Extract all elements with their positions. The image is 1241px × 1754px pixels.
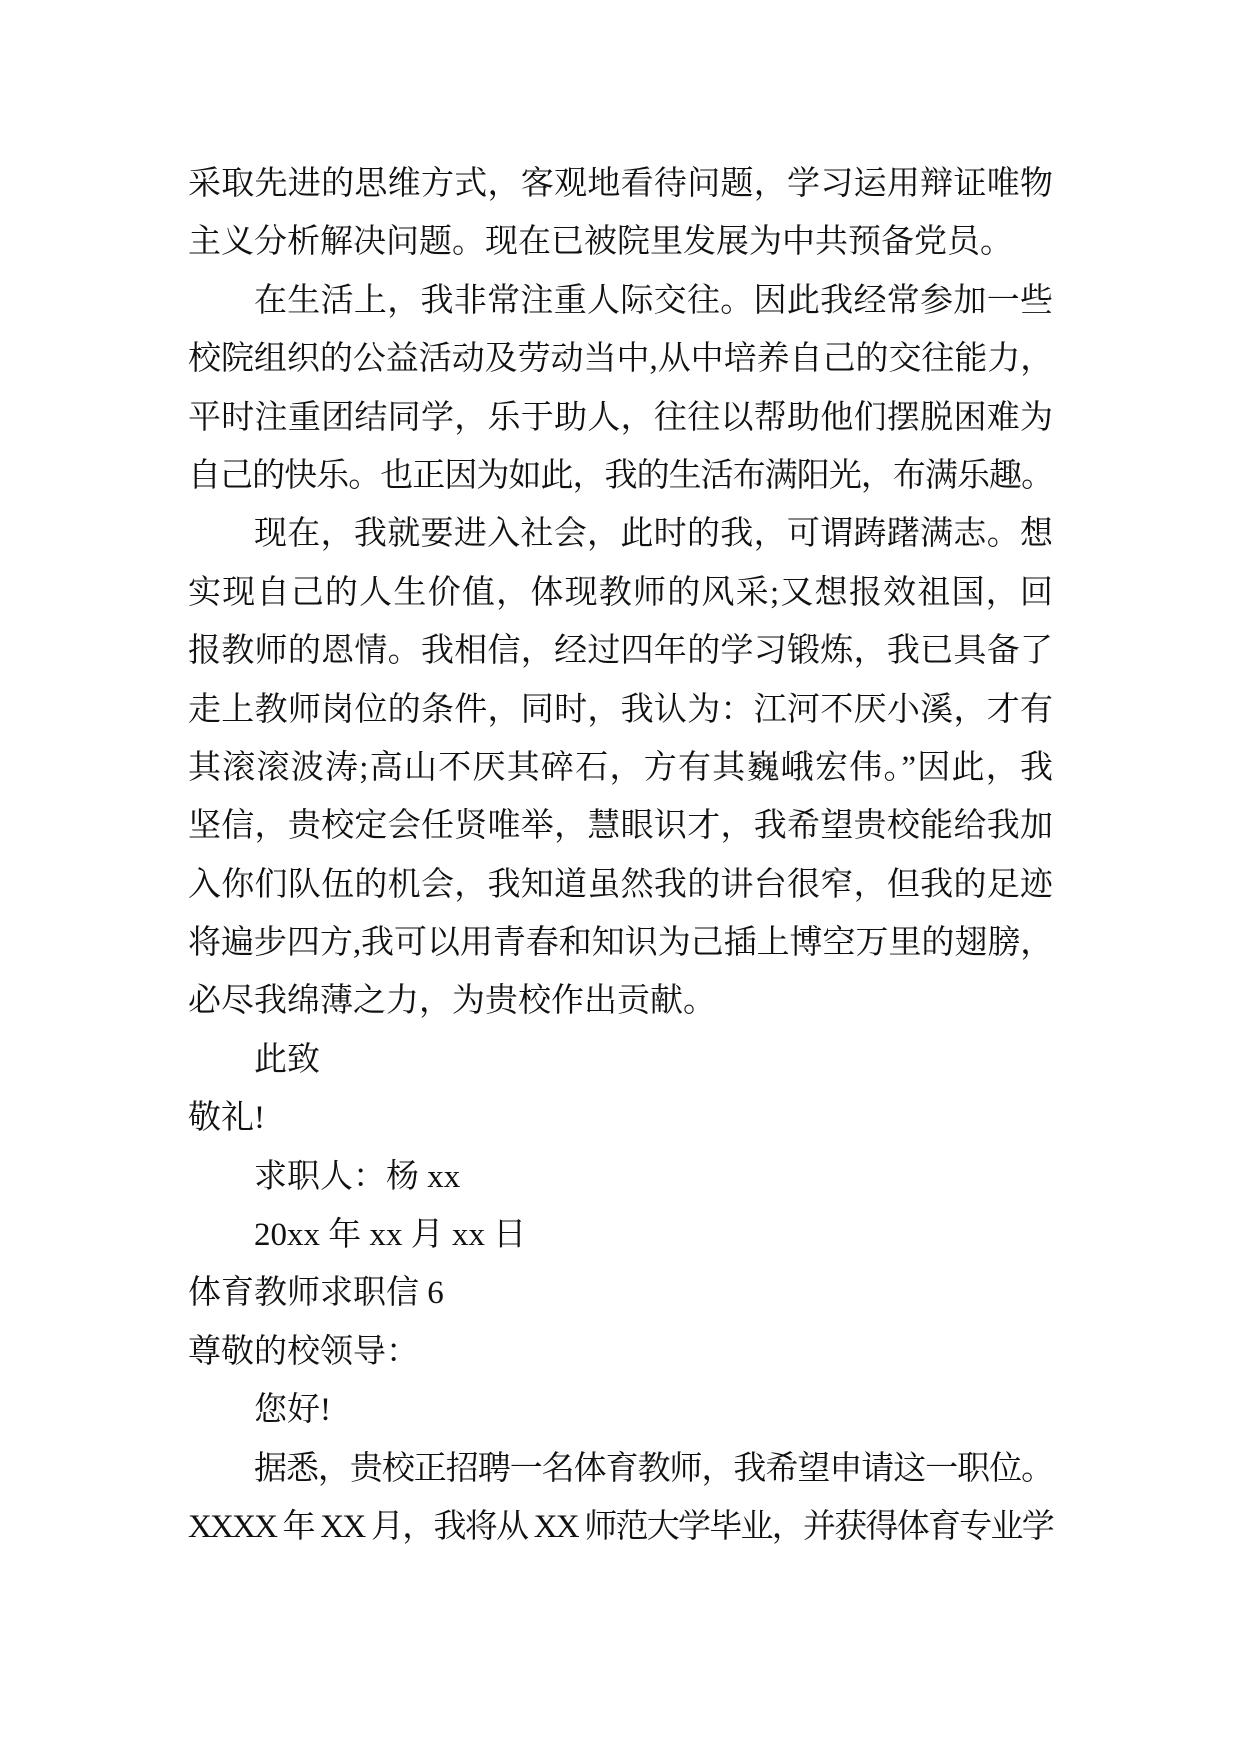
body-line: 将遍步四方,我可以用青春和知识为己插上博空万里的翅膀， — [188, 925, 1053, 962]
body-line: 现在，我就要进入社会，此时的我，可谓踌躇满志。想 — [254, 516, 1053, 553]
body-line: 其滚滚波涛;高山不厌其碎石，方有其巍峨宏伟。”因此，我 — [188, 749, 1053, 786]
body-line: 自己的快乐。也正因为如此，我的生活布满阳光，布满乐趣。 — [188, 457, 1053, 494]
date-line: 20xx 年 xx 月 xx 日 — [254, 1217, 527, 1254]
greeting: 您好! — [254, 1392, 331, 1429]
closing-phrase: 此致 — [254, 1041, 320, 1078]
body-line: 在生活上，我非常注重人际交往。因此我经常参加一些 — [254, 282, 1053, 319]
body-line: 校院组织的公益活动及劳动当中,从中培养自己的交往能力， — [188, 341, 1053, 378]
body-line: 采取先进的思维方式，客观地看待问题，学习运用辩证唯物 — [188, 166, 1053, 202]
body-line: 报教师的恩情。我相信，经过四年的学习锻炼，我已具备了 — [188, 633, 1053, 670]
closing-salute: 敬礼! — [188, 1100, 265, 1137]
body-line: 坚信，贵校定会任贤唯举，慧眼识才，我希望贵校能给我加 — [188, 808, 1053, 845]
body-line: XXXX 年 XX 月，我将从 XX 师范大学毕业，并获得体育专业学 — [188, 1508, 1053, 1545]
body-line: 必尽我绵薄之力，为贵校作出贡献。 — [188, 983, 716, 1020]
body-line: 主义分析解决问题。现在已被院里发展为中共预备党员。 — [188, 224, 1013, 261]
body-line: 入你们队伍的机会，我知道虽然我的讲台很窄，但我的足迹 — [188, 866, 1053, 903]
document-body — [188, 155, 1053, 1556]
body-line: 走上教师岗位的条件，同时，我认为：江河不厌小溪，才有 — [188, 691, 1053, 728]
body-line: 平时注重团结同学，乐于助人，往往以帮助他们摆脱困难为 — [188, 399, 1053, 436]
letter-heading: 体育教师求职信 6 — [188, 1275, 444, 1312]
body-line: 实现自己的人生价值，体现教师的风采;又想报效祖国，回 — [188, 574, 1053, 611]
body-line: 据悉，贵校正招聘一名体育教师，我希望申请这一职位。 — [254, 1450, 1053, 1487]
salutation: 尊敬的校领导： — [188, 1333, 419, 1370]
signature-line: 求职人：杨 xx — [254, 1158, 461, 1195]
